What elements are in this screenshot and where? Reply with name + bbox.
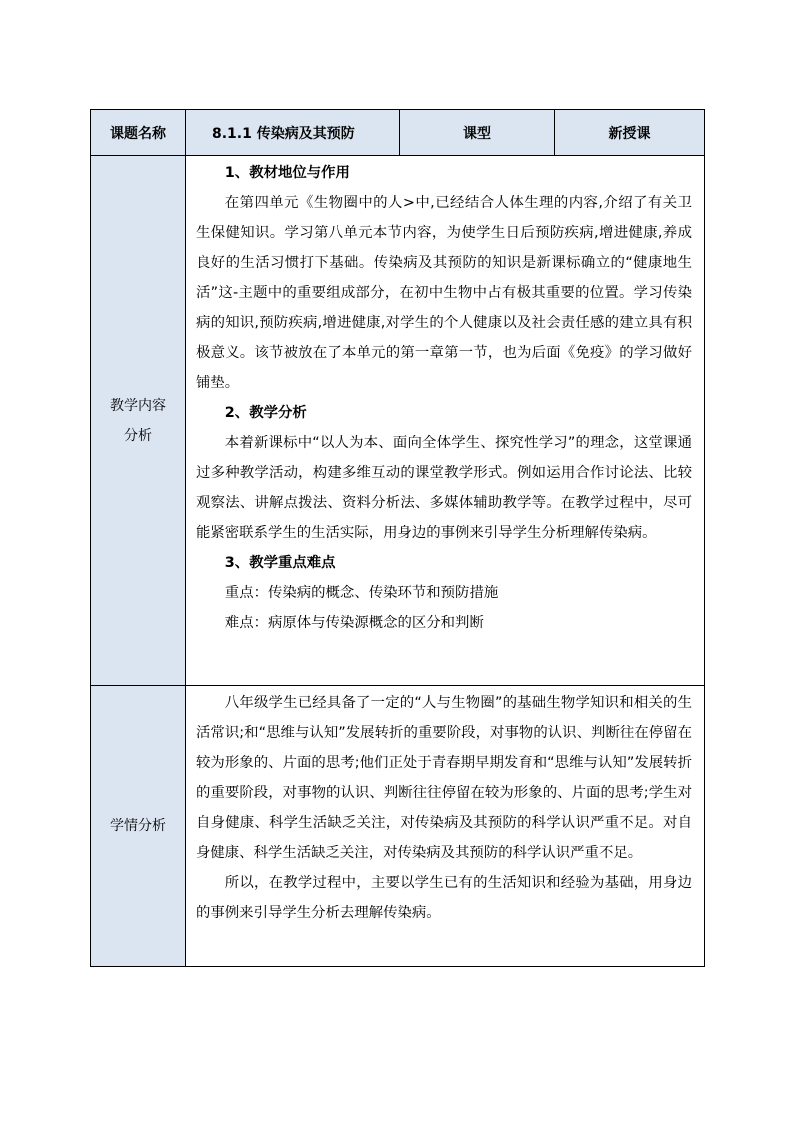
student-analysis-para2: 所以，在教学过程中，主要以学生已有的生活知识和经验为基础，用身边的事例来引导学生分析去理解传染病。	[196, 875, 692, 921]
type-label-cell	[400, 110, 555, 156]
section-heading-keypoints: 3、教学重点难点	[224, 555, 336, 571]
lesson-type: 新授课	[608, 125, 651, 142]
student-analysis-label: 学情分析	[110, 818, 166, 834]
student-analysis-cell	[186, 686, 705, 967]
student-analysis-label-cell	[91, 686, 186, 967]
student-analysis-row	[91, 686, 705, 967]
type-label: 课型	[463, 125, 491, 142]
title-value-cell	[186, 110, 400, 156]
section-body-analysis: 本着新课标中“以人为本、面向全体学生、探究性学习”的理念，这堂课通过多种教学活动，构建多维互动的课堂教学形式。例如运用合作讨论法、比较观察法、讲解点拨法、资料分析法、多媒体辅助教学等。在教学过程中，尽可能紧密联系学生的生活实际，用身边的事例来引导学生分析理解传染病。	[196, 435, 692, 541]
title-label-cell	[91, 110, 186, 156]
section-heading-material: 1、教材地位与作用	[224, 165, 350, 181]
section-body-material: 在第四单元《生物圈中的人>中,已经结合人体生理的内容,介绍了有关卫生保健知识。学习第八单元本节内容，为使学生日后预防疾病,增进健康,养成良好的生活习惯打下基础。传染病及其预防的知识是新课标确立的“健康地生活”这-主题中的重要组成部分，在初中生物中占有极其重要的位置。学习传染病的知识,预防疾病,增进健康,对学生的个人健康以及社会责任感的建立具有积极意义。该节被放在了本单元的第一章第一节，也为后面《免疫》的学习做好铺垫。	[196, 195, 692, 391]
type-value-cell	[555, 110, 705, 156]
teaching-content-label-cell	[91, 156, 186, 686]
lesson-title: 8.1.1 传染病及其预防	[212, 125, 355, 142]
teaching-content-cell	[186, 156, 705, 686]
title-label: 课题名称	[110, 125, 166, 142]
key-point-text: 重点：传染病的概念、传染环节和预防措施	[224, 585, 499, 601]
student-analysis-para1: 八年级学生已经具备了一定的“人与生物圈”的基础生物学知识和相关的生活常识;和“思维与认知”发展转折的重要阶段，对事物的认识、判断往在停留在较为形象的、片面的思考;他们正处于青春期早期发育和“思维与认知”发展转折的重要阶段，对事物的认识、判断往往停留在较为形象的、片面的思考;学生对自身健康、科学生活缺乏关注，对传染病及其预防的科学认识严重不足。对自身健康、科学生活缺乏关注，对传染病及其预防的科学认识严重不足。	[196, 695, 692, 861]
teaching-content-row	[91, 156, 705, 686]
lesson-plan-table	[90, 109, 705, 967]
section-heading-analysis: 2、教学分析	[224, 405, 307, 421]
teaching-content-label-line2: 分析	[124, 427, 152, 444]
header-row	[91, 110, 705, 156]
teaching-content-label-line1: 教学内容	[110, 397, 166, 414]
difficult-point-text: 难点：病原体与传染源概念的区分和判断	[224, 615, 484, 631]
